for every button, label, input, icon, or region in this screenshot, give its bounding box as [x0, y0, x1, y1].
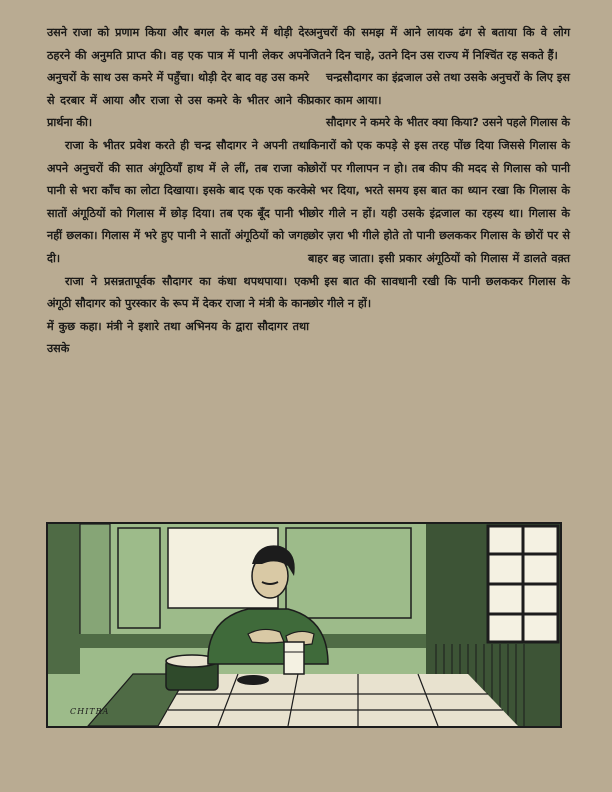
right-text-column — [308, 22, 570, 316]
paragraph: उसने राजा को प्रणाम किया और बगल के कमरे में थोड़ी देर ठहरने की अनुमति प्राप्त की। वह एक पात्र में पानी लेकर अपने अनुचरों के साथ उस कमरे में पहुँचा। थोड़ी देर बाद वह उस कमरे से दरबार में आया और राजा से उस कमरे के भीतर आने की प्रार्थना की। — [47, 26, 309, 130]
paragraph: सौदागर ने कमरे के भीतर क्या किया? उसने पहले गिलास के किनारों को एक कपड़े से इस तरह पोंछ दिया जिससे गिलास के छोरों पर गीलापन न हो। तब कीप की मदद से गिलास को पानी से भर दिया, भरते समय इस बात का ध्यान रखा कि गिलास के छोर गीले न हों। यही उसके इंद्रजाल का रहस्य था। गिलास के छोर ज़रा भी गीले होते तो पानी छलककर गिलास के छोरों पर से बाहर बह जाता। इसी प्रकार अंगूठियों को गिलास में डालते वक़्त भी इस बात की सावधानी रखी कि पानी छलककर गिलास के छोर गीले न हों। — [308, 116, 570, 311]
dish — [237, 675, 269, 685]
artist-signature: CHITRA — [70, 707, 110, 716]
left-wall-shadow — [48, 524, 80, 674]
paragraph: राजा के भीतर प्रवेश करते ही चन्द्र सौदागर ने अपनी तथा अपने अनुचरों की सात अंगूठियाँ हाथ में ले लीं, तब राजा को पानी से भरा काँच का लोटा दिखाया। इसके बाद एक एक करके सातों अंगूठियों को गिलास में छोड़ दिया। तब एक बूँद पानी भी नहीं छलका। गिलास में भरे हुए पानी ने सातों अंगूठियों को जगह दी। — [47, 138, 309, 265]
paragraph: राजा ने प्रसन्नतापूर्वक सौदागर का कंधा थपथपाया। एक अंगूठी सौदागर को पुरस्कार के रूप में देकर राजा ने मंत्री के कान में कुछ कहा। मंत्री ने इशारे तथा अभिनय के द्वारा सौदागर तथा उसके — [47, 274, 309, 356]
glass-icon — [284, 642, 304, 674]
left-text-column — [47, 22, 309, 361]
pillar — [80, 524, 110, 644]
illustration-drawing — [48, 524, 560, 726]
story-illustration — [46, 522, 562, 728]
window-icon — [488, 526, 558, 642]
paragraph: अनुचरों की समझ में आने लायक ढंग से बताया कि वे लोग जितने दिन चाहे, उतने दिन उस राज्य में निश्चिंत रह सकते हैं। — [308, 26, 570, 62]
paragraph: चन्द्रसौदागर का इंद्रजाल उसे तथा उसके अनुचरों के लिए इस प्रकार काम आया। — [308, 71, 570, 107]
